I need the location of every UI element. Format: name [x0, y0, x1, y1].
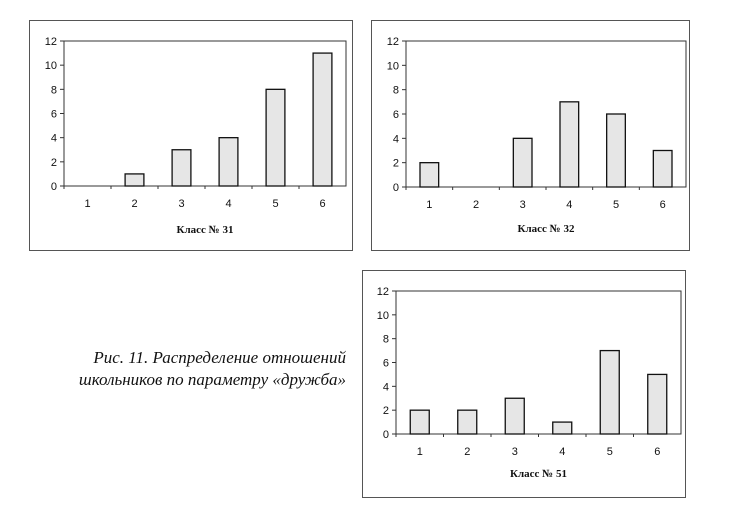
- x-tick-label: 5: [272, 198, 279, 210]
- plot-area: [396, 291, 681, 434]
- x-tick-label: 2: [131, 198, 138, 210]
- x-tick-label: 2: [464, 446, 471, 458]
- chart-svg: [30, 21, 352, 250]
- y-tick-label: 0: [392, 182, 399, 194]
- chart-class-32: [371, 20, 690, 251]
- x-tick-label: 6: [319, 198, 326, 210]
- chart-class-51: [362, 270, 686, 498]
- chart-class-31: [29, 20, 353, 251]
- plot-area: [406, 41, 686, 187]
- y-tick-label: 6: [392, 109, 399, 121]
- chart-title: Класс № 31: [176, 224, 234, 236]
- y-tick-label: 8: [50, 84, 57, 97]
- chart-title: Класс № 32: [517, 223, 575, 235]
- plot-area: [64, 41, 346, 186]
- y-tick-label: 4: [382, 381, 389, 394]
- caption-line-1: Рис. 11. Распределение отношений: [93, 348, 346, 367]
- x-tick-label: 4: [566, 199, 573, 211]
- y-tick-label: 4: [392, 133, 399, 146]
- figure-caption: [10, 347, 346, 391]
- y-tick-label: 0: [50, 181, 57, 193]
- bar: [648, 374, 667, 434]
- y-tick-label: 12: [386, 36, 399, 48]
- x-tick-label: 3: [519, 199, 526, 211]
- bar: [458, 410, 477, 434]
- x-tick-label: 3: [178, 198, 185, 210]
- caption-line-2: школьников по параметру «дружба»: [78, 370, 346, 389]
- bar: [653, 151, 672, 188]
- y-tick-label: 8: [382, 333, 389, 346]
- chart-svg: [363, 271, 685, 497]
- y-tick-label: 2: [382, 405, 389, 418]
- x-tick-label: 5: [612, 199, 620, 211]
- y-tick-label: 10: [386, 60, 399, 73]
- y-tick-label: 12: [44, 36, 57, 48]
- y-tick-label: 12: [376, 286, 389, 298]
- bar: [513, 138, 532, 187]
- chart-title: Класс № 51: [510, 468, 567, 480]
- bar: [607, 114, 626, 187]
- x-tick-label: 1: [84, 198, 91, 210]
- x-tick-label: 4: [225, 198, 232, 210]
- y-tick-label: 6: [382, 357, 389, 370]
- x-tick-label: 4: [559, 446, 566, 458]
- bar: [553, 422, 572, 434]
- bar: [420, 163, 439, 187]
- bar: [560, 102, 579, 187]
- bar: [219, 138, 238, 186]
- x-tick-label: 1: [426, 199, 433, 211]
- bar: [410, 410, 429, 434]
- y-tick-label: 10: [44, 60, 57, 73]
- y-tick-label: 2: [50, 156, 57, 169]
- chart-svg: [372, 21, 689, 250]
- x-tick-label: 6: [659, 199, 666, 211]
- x-tick-label: 5: [606, 446, 613, 458]
- y-tick-label: 6: [50, 108, 57, 121]
- bar: [313, 53, 332, 186]
- x-tick-label: 6: [654, 446, 661, 458]
- bar: [266, 89, 285, 186]
- y-tick-label: 4: [50, 132, 57, 145]
- x-tick-label: 1: [416, 446, 423, 458]
- bar: [600, 351, 619, 434]
- bar: [125, 174, 144, 186]
- bar: [172, 150, 191, 186]
- x-tick-label: 3: [511, 446, 518, 458]
- y-tick-label: 0: [382, 429, 389, 441]
- bar: [505, 398, 524, 434]
- y-tick-label: 2: [392, 157, 399, 170]
- y-tick-label: 10: [376, 309, 389, 322]
- x-tick-label: 2: [472, 199, 480, 211]
- y-tick-label: 8: [392, 84, 399, 97]
